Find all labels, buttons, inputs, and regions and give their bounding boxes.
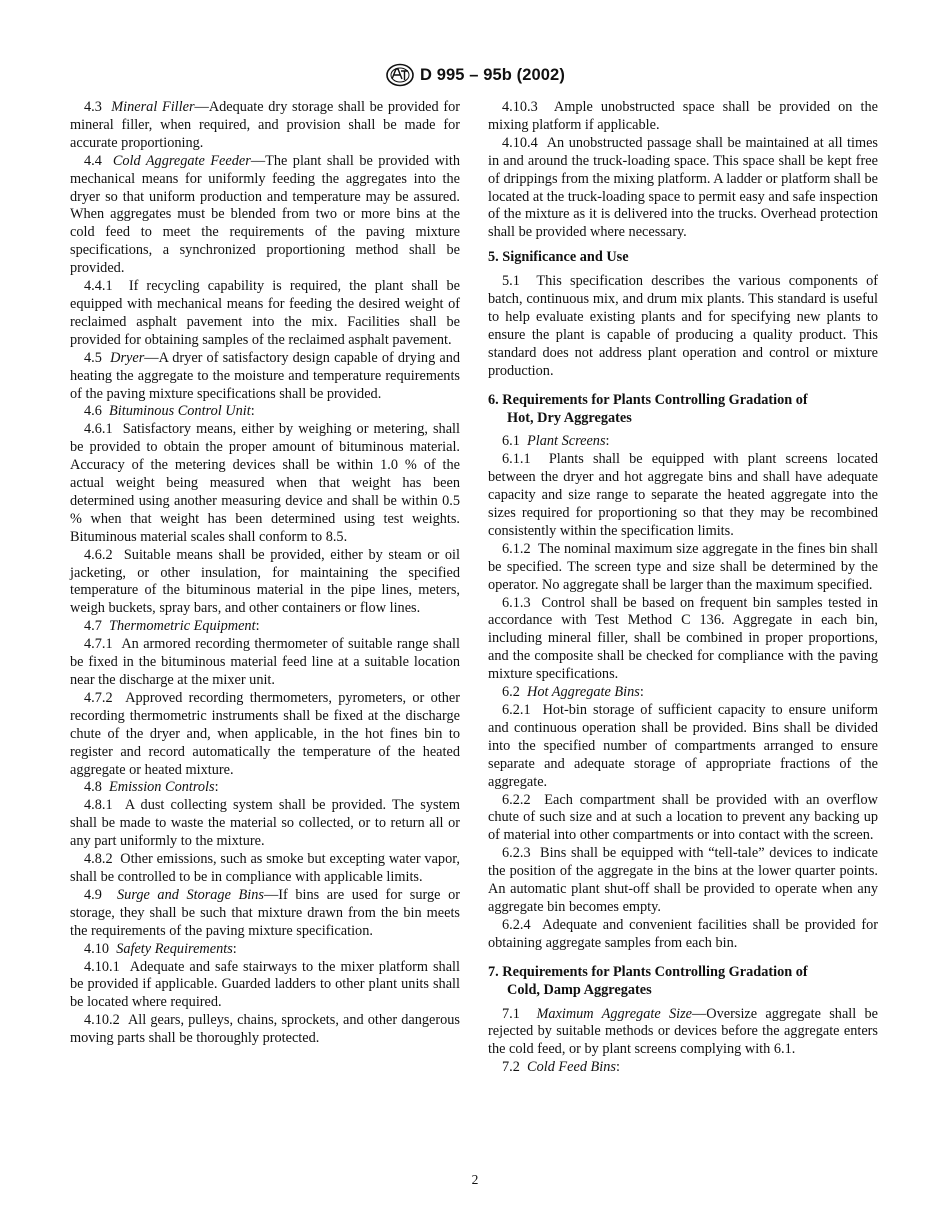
paragraph: 6.1.2 The nominal maximum size aggregate in the fines bin shall be specified. The screen type and size shall be determined by the operator. No aggregate shall be larger than the maximum specified. (488, 540, 878, 593)
paragraph: 4.3 Mineral Filler—Adequate dry storage shall be provided for mineral filler, when required, and provision shall be made for accurate proportioning. (70, 99, 460, 151)
paragraph: 4.8 Emission Controls: (84, 779, 219, 796)
right-column (488, 99, 878, 1077)
paragraph: 4.5 Dryer—A dryer of satisfactory design capable of drying and heating the aggregate to the moisture and temperature requirements of the paving mixture specifications shall be provided. (70, 349, 460, 402)
paragraph: 4.10.4 An unobstructed passage shall be maintained at all times in and around the truck-loading space. This space shall be kept free of drippings from the mixing platform. A ladder or platform shall be located at the truck-loading space to permit easy and safe inspection of the mixture as it is delivered into the trucks. Overhead protection shall be provided where necessary. (488, 134, 878, 241)
section-heading-6 (488, 392, 878, 428)
section-heading-5: 5. Significance and Use (488, 249, 629, 266)
paragraph: 4.6.2 Suitable means shall be provided, either by steam or oil jacketing, or other insulation, for maintaining the specified temperature of the bituminous material in the pipe lines, meters, weigh buckets, spray bars, and other containers or flow lines. (70, 546, 460, 617)
section-heading-line: 7. Requirements for Plants Controlling Gradation of (488, 963, 808, 980)
paragraph: 5.1 This specification describes the various components of batch, continuous mix, and drum mix plants. This standard is useful to help evaluate existing plants and for specifying new plants to ensure the plant is capable of producing a quality product. This standard does not address plant operation and control or mixture production. (488, 273, 878, 379)
paragraph: 7.1 Maximum Aggregate Size—Oversize aggregate shall be rejected by suitable methods or devices before the aggregate enters the cold feed, or by plant screens complying with 6.1. (488, 1005, 879, 1058)
paragraph: 4.7 Thermometric Equipment: (84, 618, 260, 635)
section-heading-line: Cold, Damp Aggregates (507, 981, 652, 998)
section-heading-line: 6. Requirements for Plants Controlling Gradation of (488, 391, 808, 408)
paragraph: 4.10.1 Adequate and safe stairways to the mixer platform shall be provided if applicable. Guarded ladders to other plant units shall be located where required. (70, 958, 460, 1011)
paragraph: 4.4.1 If recycling capability is required, the plant shall be equipped with mechanical means for feeding the desired weight of reclaimed asphalt pavement into the mix. Facilities shall be provided for obtaining samples of the reclaimed asphalt pavement. (70, 278, 461, 348)
paragraph: 4.9 Surge and Storage Bins—If bins are used for surge or storage, they shall be such that mixture drawn from the bin meets the requirements of the paving mixture specification. (70, 886, 460, 939)
paragraph: 4.8.2 Other emissions, such as smoke but excepting water vapor, shall be controlled to be in compliance with applicable limits. (70, 851, 460, 885)
section-heading-7 (488, 964, 878, 1000)
paragraph: 4.6 Bituminous Control Unit: (84, 403, 255, 420)
paragraph: 4.7.2 Approved recording thermometers, pyrometers, or other recording thermometric instruments shall be fixed at the discharge chute of the dryer and, when applicable, in the hot fines bin to register and record automatically the temperature of the heated aggregate or heated mixture. (70, 689, 460, 778)
page-number: 2 (471, 1172, 479, 1187)
paragraph: 4.8.1 A dust collecting system shall be provided. The system shall be made to waste the material so collected, or to return all or any part uniformly to the mixture. (70, 797, 460, 850)
standard-designation: D 995 – 95b (2002) (420, 65, 565, 84)
section-heading-line: Hot, Dry Aggregates (507, 409, 632, 426)
paragraph: 4.7.1 An armored recording thermometer of suitable range shall be fixed in the bituminous material feed line at a suitable location near the discharge at the mixer unit. (70, 636, 460, 688)
paragraph: 4.4 Cold Aggregate Feeder—The plant shall be provided with mechanical means for uniformly feeding the aggregates into the dryer so that uniform production and temperature may be assured. When aggregates must be blended from two or more bins at the cold feed to meet the requirements of the paving mixture specifications, a synchronized proportioning method shall be provided. (70, 152, 460, 277)
paragraph: 6.2 Hot Aggregate Bins: (502, 684, 644, 701)
paragraph: 6.2.1 Hot-bin storage of sufficient capacity to ensure uniform and continuous operation shall be provided. Bins shall be divided into the specified number of compartments arranged to ensure separate and adequate storage of appropriate fractions of the aggregate. (488, 702, 878, 790)
astm-logo-icon (385, 63, 415, 87)
paragraph: 4.10.3 Ample unobstructed space shall be provided on the mixing platform if applicable. (488, 99, 878, 133)
paragraph: 4.10.2 All gears, pulleys, chains, sprockets, and other dangerous moving parts shall be thoroughly protected. (70, 1012, 460, 1047)
left-column (70, 99, 460, 1048)
paragraph: 7.2 Cold Feed Bins: (502, 1059, 620, 1076)
paragraph: 6.1.1 Plants shall be equipped with plant screens located between the dryer and hot aggregate bins and shall have adequate capacity and size range to separate the heated aggregate into the sizes required for proportioning so that they may be recombined consistently within the specification limits. (488, 451, 878, 539)
paragraph: 6.1.3 Control shall be based on frequent bin samples tested in accordance with Test Method C 136. Aggregate in each bin, including mineral filler, shall be combined in proper proportions, and the composite shall be checked for compliance with the paving mixture specifications. (488, 594, 878, 683)
page-header (0, 62, 950, 88)
paragraph: 6.2.4 Adequate and convenient facilities shall be provided for obtaining aggregate samples from each bin. (488, 916, 879, 951)
paragraph: 4.6.1 Satisfactory means, either by weighing or metering, shall be provided to obtain the proper amount of bituminous material. Accuracy of the metering devices shall be within 1.0 % of the actual weight being measured when that weight has been determined using another measuring device and shall be within 0.5 % when that weight has been determined using test weights. Bituminous material scales shall conform to 8.5. (70, 421, 460, 545)
paragraph: 6.2.2 Each compartment shall be provided with an overflow chute of such size and at such a location to prevent any backing up of material into other compartments or into contact with the screen. (488, 791, 878, 844)
paragraph: 4.10 Safety Requirements: (84, 940, 237, 957)
paragraph: 6.2.3 Bins shall be equipped with “tell-tale” devices to indicate the position of the aggregate in the bins at the lower quarter points. An automatic plant shut-off shall be provided to operate when any aggregate bin becomes empty. (488, 845, 878, 915)
paragraph: 6.1 Plant Screens: (502, 433, 610, 450)
